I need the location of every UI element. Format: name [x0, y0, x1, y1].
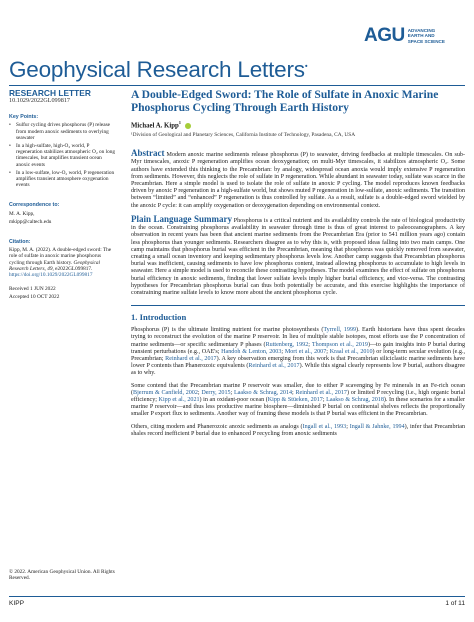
intro-text: ). While this signal clearly represents low P burial, authors disagree as to why. — [131, 363, 465, 377]
intro-text: ) in an oxidant-poor ocean ( — [199, 396, 268, 403]
intro-text: Others, citing modern and Phanerozoic anoxic sediments as analogs ( — [131, 423, 303, 430]
key-points-list — [9, 122, 117, 188]
intro-text: ; — [322, 396, 327, 403]
section-heading: 1. Introduction — [131, 312, 187, 323]
intro-text: ) or long-term secular evolution (e.g., Precambrian; — [131, 348, 465, 362]
citation-link[interactable]: Reinhard et al., 2017 — [248, 363, 300, 370]
intro-text: ) or limited P recycling (i.e., high organic burial efficiency; — [131, 389, 466, 403]
copyright-notice: © 2022. American Geophysical Union. All Rights Reserved. — [9, 569, 115, 582]
citation-link[interactable]: Reinhard et al., 2017 — [165, 355, 217, 362]
intro-paragraph — [131, 383, 465, 419]
intro-text: ). A key observation emerging from this work is that Precambrian siliciclastic marine sediments have lower P contents than Phanerozoic equivalents ( — [131, 355, 465, 370]
article-main — [131, 88, 465, 443]
journal-title: Geophysical Research Letters• — [9, 57, 308, 82]
agu-logo-mark: AGU — [364, 25, 405, 46]
citation-link[interactable]: Bjerrum & Canfield, 2002 — [133, 389, 198, 396]
citation-link[interactable]: Derry, 2015 — [201, 389, 231, 396]
intro-text: Phosphorus (P) is the ultimate limiting nutrient for marine photosynthesis ( — [131, 327, 324, 334]
abstract — [131, 150, 465, 210]
author-name: Michael A. Kipp — [131, 122, 179, 130]
correspondence-heading: Correspondence to: — [9, 202, 60, 209]
intro-text: ; — [230, 389, 234, 396]
citation-doi-link[interactable]: https://doi.org/10.1029/2022GL099817 — [9, 272, 93, 279]
citation-link[interactable]: Tyrrell, 1999 — [323, 327, 357, 334]
accepted-date: Accepted 10 OCT 2022 — [9, 294, 60, 301]
introduction-section — [131, 305, 465, 438]
citation-link[interactable]: Kipp & Stüeken, 2017 — [267, 396, 323, 403]
citation-link[interactable]: Laakso & Schrag, 2014 — [233, 389, 293, 396]
pls-text: Phosphorus is a critical nutrient and its availability controls the rate of biological productivity in the ocean. Constraining phosphorus availability in seawater through time is thus of great interest to paleoceanographers. A key observation in recent years has been that ancient marine sediments from the Precambrian Era (prior to 541 million years ago) contain less phosphorus than younger sediments. Researchers disagree as to why this is, with proposed ideas falling into two main camps. One camp maintains that phosphorus burial was efficient in the Precambrian, meaning that phosphorus was quickly removed from seawater, creating a small ocean inventory and keeping sedimentary phosphorus levels low. Another camp suggests that Precambrian phosphorus burial was inefficient, causing sediments to have low phosphorus content, instead allowing phosphorus to accumulate to high levels in seawater. Here a simple model is used to reconcile these contrasting hypotheses. The model examines the effect of sulfate on phosphorus burial efficiency in anoxic sediments, finding that lower sulfate levels imply higher burial efficiency, and vice-versa. The contrasting hypotheses for Precambrian phosphorus burial can thus both potentially be accurate, and this exercise highlights the importance of constraining marine sulfate levels to know more about the ancient phosphorus cycle. — [131, 217, 466, 296]
citation-heading: Citation: — [9, 239, 31, 246]
citation-link[interactable]: Ingall et al., 1993 — [302, 423, 347, 430]
citation-link[interactable]: Reinhard et al., 2017 — [295, 389, 347, 396]
citation-link[interactable]: Ruttenberg, 1992 — [265, 341, 309, 348]
citation-link[interactable]: Ingall & Jahnke, 1994 — [349, 423, 405, 430]
key-points-heading: Key Points: — [9, 114, 39, 121]
key-point: • Sulfur cycling drives phosphorus (P) release from modern anoxic sediments to overlying seawater — [9, 122, 117, 141]
footer-author: KIPP — [9, 600, 25, 607]
received-date: Received 1 JUN 2022 — [9, 286, 56, 293]
intro-text: ; — [281, 348, 285, 355]
key-point: • In a low-sulfate, low-O₂ world, P regeneration amplifies transient atmosphere oxygenation events — [9, 170, 117, 189]
citation-link[interactable]: Kraal et al., 2010 — [329, 348, 373, 355]
author-line — [131, 120, 465, 129]
intro-text: ; — [326, 348, 330, 355]
intro-text: ; — [308, 341, 312, 348]
citation-text: Kipp, M. A. (2022). A double-edged sword: The role of sulfate in anoxic marine phosphorus cycling through Earth history. Geophysical Research Letters, 49, e2022GL099817. https://doi.org/10.1029/2022GL099817 — [9, 247, 112, 279]
citation-link[interactable]: Thompson et al., 2019 — [311, 341, 368, 348]
footer-divider — [9, 596, 465, 597]
author-affiliation: ¹Division of Geological and Planetary Sciences, California Institute of Technology, Pasadena, CA, USA — [131, 132, 356, 139]
key-point: • In a high-sulfate, high-O₂ world, P regeneration stabilizes atmospheric O₂ on long timescales, but amplifies transient ocean anoxic events — [9, 143, 117, 168]
article-type: RESEARCH LETTER — [9, 88, 91, 98]
pls-heading: Plain Language Summary — [131, 213, 232, 224]
abstract-text: Modern anoxic marine sediments release phosphorus (P) to seawater, driving feedbacks at multiple timescales. On sub-Myr timescales, anoxic P regeneration amplifies ocean deoxygenation; on multi-Myr timescales, it stabilizes atmospheric O₂. Some authors have extended this thinking to the Precambrian: by analogy, widespread ocean anoxia would imply extensive P regeneration from sediments. However, this neglects the role of sulfate in P regeneration. While abundant in seawater today, sulfate was scarce in the Precambrian. Here a simple model is used to isolate the role of sulfate in anoxic P cycling. The model reproduces known feedbacks driven by anoxic P regeneration in a high-sulfate world, but shows muted P regeneration in low-sulfate, anoxic sediments. The transition between “limited” and “enhanced” P regeneration is thus controlled by sulfate. As a result, sulfate is a double-edged sword wielded by the anoxic P cycle: it can amplify oxygenation or deoxygenation depending on environmental context. — [131, 152, 465, 209]
header-divider — [9, 85, 465, 86]
citation-link[interactable]: Handoh & Lenton, 2003 — [221, 348, 282, 355]
agu-logo-tagline: ADVANCING EARTH AND SPACE SCIENCE — [407, 28, 445, 44]
citation-journal: Geophysical Research Letters, 49, — [9, 259, 101, 272]
intro-text: ), infer that Precambrian shales record inefficient P burial due to enhanced P recycling from anoxic sediments — [131, 423, 465, 437]
journal-trademark: • — [304, 61, 308, 71]
intro-text: ; — [346, 423, 350, 430]
intro-text: ; — [292, 389, 296, 396]
plain-language-summary — [131, 213, 466, 297]
intro-paragraph — [131, 424, 465, 438]
citation-link[interactable]: Mort et al., 2007 — [284, 348, 327, 355]
intro-paragraph — [131, 327, 465, 377]
intro-text: ). Earth historians have thus spent decades trying to reconstruct the evolution of the marine P reservoir. In lieu of multiple stable isotopes, most efforts use the P concentration of marine sediments—or specific sedimentary P phases ( — [131, 327, 465, 348]
article-title: A Double-Edged Sword: The Role of Sulfate in Anoxic Marine Phosphorus Cycling Through Earth History — [131, 88, 439, 114]
author-affiliation-mark: 1 — [178, 120, 182, 125]
abstract-heading: Abstract — [131, 148, 165, 159]
intro-text: ; — [197, 389, 202, 396]
page-number: 1 of 11 — [445, 600, 465, 607]
intro-text: )—to gain insights into P burial during transient perturbations (e.g., OAE's; — [131, 341, 465, 355]
article-sidebar — [9, 88, 117, 303]
article-doi: 10.1029/2022GL099817 — [9, 97, 71, 104]
intro-text: ). In these scenarios for a smaller marine P reservoir—and thus less productive marine biosphere—diminished P burial on continental shelves reflects the proportionally smaller P export flux to sediments. Another way of framing these models is that P burial was efficient in the Precambrian. — [131, 396, 466, 418]
intro-text: Some contend that the Precambrian marine P reservoir was smaller, due to either P scavenging by Fe minerals in an Fe-rich ocean ( — [131, 382, 465, 396]
citation-link[interactable]: Kipp et al., 2021 — [158, 396, 200, 403]
agu-logo — [364, 24, 464, 48]
correspondence-email[interactable]: mkipp@caltech.edu — [9, 218, 52, 225]
citation-link[interactable]: Laakso & Schrag, 2018 — [326, 396, 384, 403]
orcid-icon[interactable] — [185, 123, 191, 129]
correspondence-name: M. A. Kipp, — [9, 210, 35, 217]
